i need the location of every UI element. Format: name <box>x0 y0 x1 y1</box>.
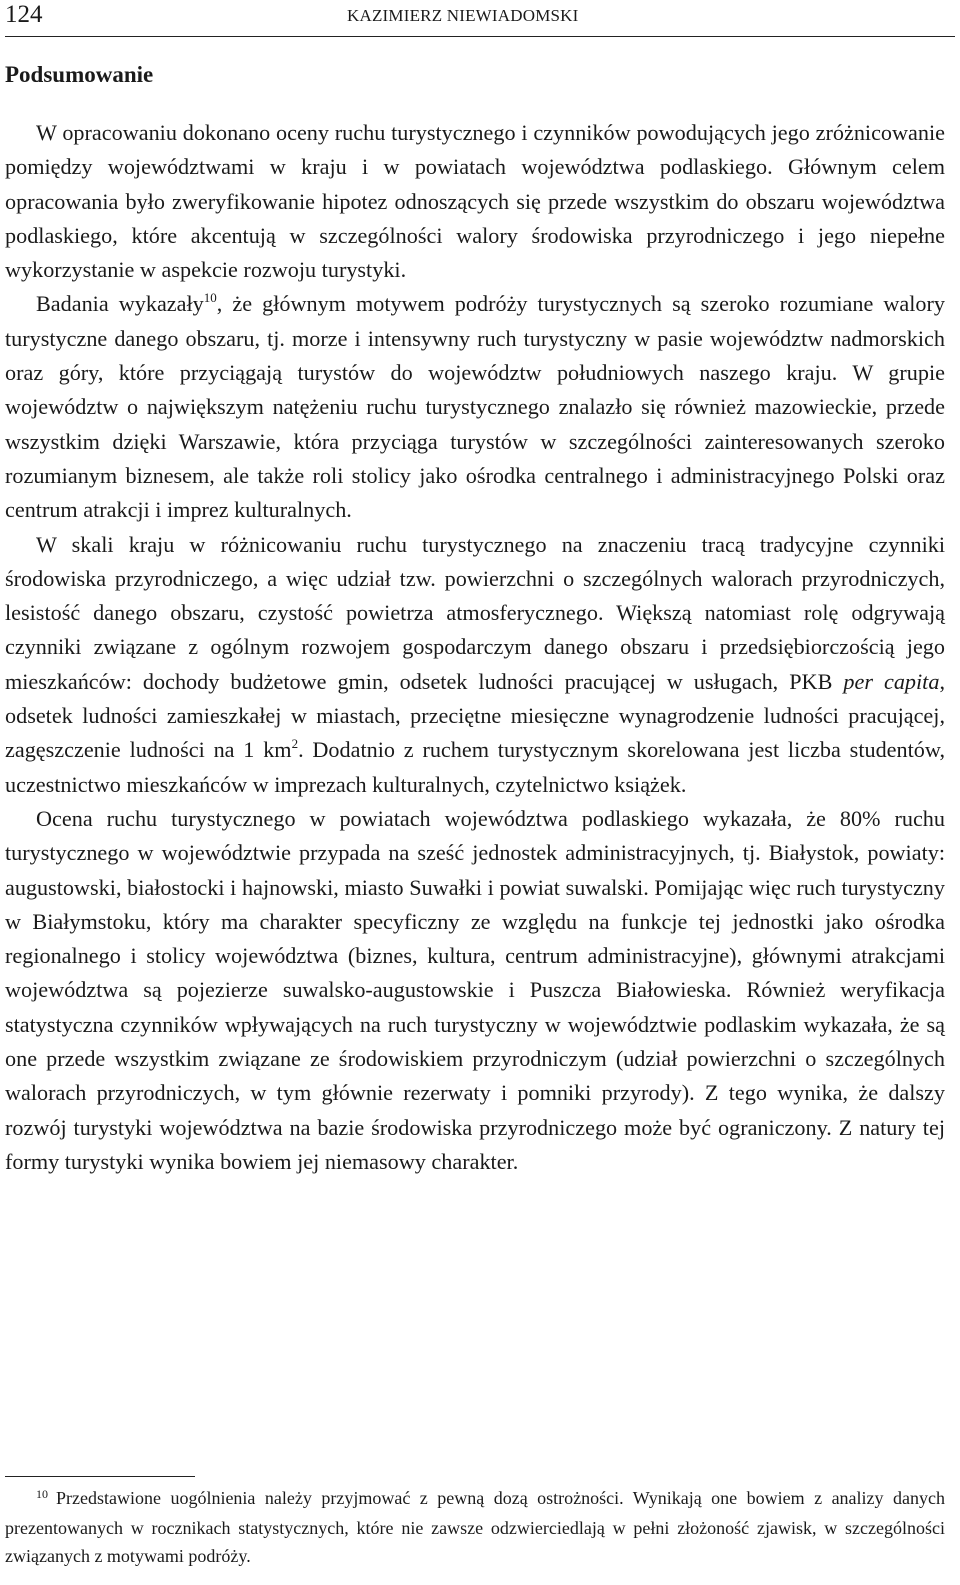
body-text <box>5 116 945 1179</box>
paragraph-2-rest: , że głównym motywem podróży turystycznych są szeroko rozumiane walory turystyczne danego obszaru, tj. morze i intensywny ruch turystyczny w pasie województw nadmorskich oraz góry, które przyciągają turystów do województw południowych naszego kraju. W grupie województw o największym natężeniu ruchu turystycznego znalazło się również mazowieckie, przede wszystkim dzięki Warszawie, która przyciąga turystów w szczególności zainteresowanych szeroko rozumianym biznesem, ale także roli stolicy jako ośrodka centralnego i administracyjnego Polski oraz centrum atrakcji i imprez kulturalnych. <box>5 291 945 523</box>
paragraph-3 <box>5 528 945 802</box>
paragraph-2 <box>5 287 945 527</box>
footnote-ref[interactable]: 10 <box>203 290 217 306</box>
footnote-number: 10 <box>36 1487 48 1501</box>
paragraph-4: Ocena ruchu turystycznego w powiatach województwa podlaskiego wykazała, że 80% ruchu turystycznego w województwie przypada na sześć jednostek administracyjnych, tj. Białystok, powiaty: augustowski, białostocki i hajnowski, miasto Suwałki i powiat suwalski. Pomijając więc ruch turystyczny w Białymstoku, który ma charakter specyficzny ze względu na funkcje tej jednostki jako ośrodka regionalnego i stolicy województwa (biznes, kultura, centrum administracyjne), głównymi atrakcjami województwa są pojezierze suwalsko-augustowskie i Puszcza Białowieska. Również weryfikacja statystyczna czynników wpływających na ruch turystyczny w województwie podlaskim wykazała, że są one przede wszystkim związane ze środowiskiem przyrodniczym (udział powierzchni o szczególnych walorach przyrodniczych, w tym głównie rezerwaty i pomniki przyrody). Z tego wynika, że dalszy rozwój turystyki województwa na bazie środowiska przyrodniczego może być ograniczony. Z natury tej formy turystyki wynika bowiem jej niemasowy charakter. <box>5 805 945 1174</box>
page-number: 124 <box>5 1 43 28</box>
paragraph-3-mid: , odsetek ludności zamieszkałej w miastach, przeciętne miesięczne wynagrodzenie ludności pracującej, zagęszczenie ludności na 1 km <box>5 668 945 763</box>
paragraph-3-start: W skali kraju w różnicowaniu ruchu turystycznego na znaczeniu tracą tradycyjne czynniki środowiska przyrodniczego, a więc udział tzw. powierzchni o szczególnych walorach przyrodniczych, lesistość danego obszaru, czystość powietrza atmosferycznego. Większą natomiast rolę odgrywają czynniki związane z ogólnym rozwojem gospodarczym danego obszaru i przedsiębiorczością jego mieszkańców: dochody budżetowe gmin, odsetek ludności pracującej w usługach, PKB <box>5 531 945 694</box>
paragraph-2-start: Badania wykazały <box>36 291 204 317</box>
italic-term: per capita <box>843 668 940 694</box>
section-title: Podsumowanie <box>5 62 154 87</box>
superscript-unit: 2 <box>291 735 299 751</box>
paragraph-3-end: . Dodatnio z ruchem turystycznym skorelowana jest liczba studentów, uczestnictwo mieszkańców w imprezach kulturalnych, czytelnictwo książek. <box>5 737 945 797</box>
footnote <box>5 1484 945 1570</box>
paragraph-1: W opracowaniu dokonano oceny ruchu turystycznego i czynników powodujących jego zróżnicowanie pomiędzy województwami w kraju i w powiatach województwa podlaskiego. Głównym celem opracowania było zweryfikowanie hipotez odnoszących się przede wszystkim do obszaru województwa podlaskiego, które akcentują w szczególności walory środowiska przyrodniczego i jego niepełne wykorzystanie w aspekcie rozwoju turystyki. <box>5 120 945 283</box>
footnote-divider <box>5 1476 195 1477</box>
running-head-author: KAZIMIERZ NIEWIADOMSKI <box>347 6 579 25</box>
page-header <box>5 0 955 37</box>
footnote-text: Przedstawione uogólnienia należy przyjmować z pewną dozą ostrożności. Wynikają one bowiem z analizy danych prezentowanych w rocznikach statystycznych, które nie zawsze odzwierciedlają w pełni złożoność zjawisk, w szczególności związanych z motywami podróży. <box>5 1488 945 1566</box>
